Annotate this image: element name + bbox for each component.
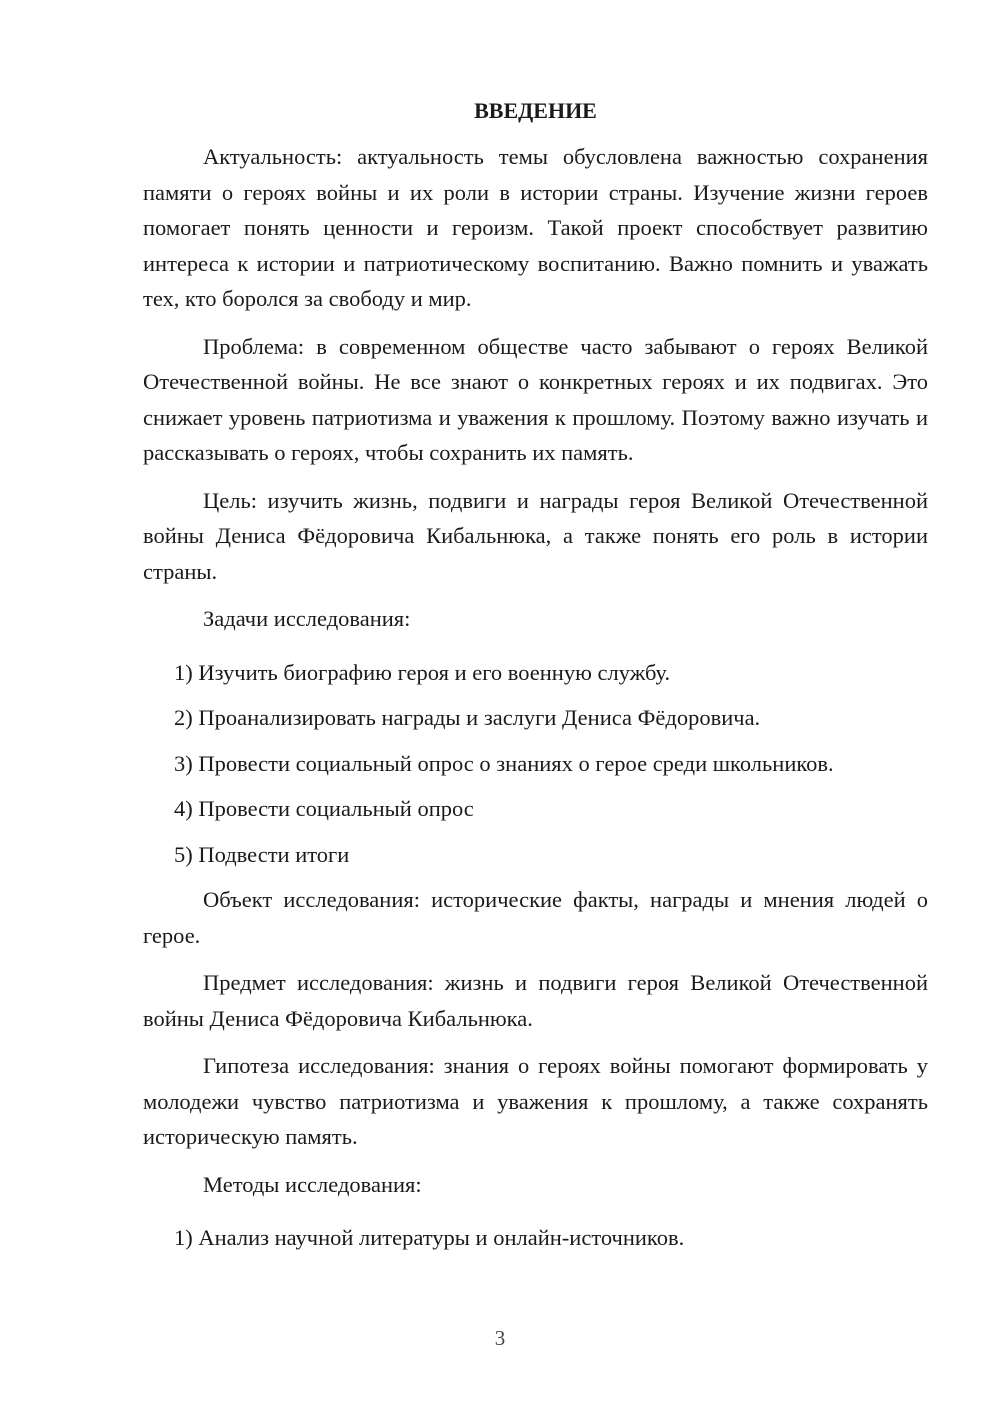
list-item: 3) Провести социальный опрос о знаниях о герое среди школьников. bbox=[174, 750, 834, 776]
list-item: 1) Изучить биографию героя и его военную службу. bbox=[174, 659, 671, 685]
paragraph-object: Объект исследования: исторические факты, награды и мнения людей о герое. bbox=[143, 887, 928, 948]
list-item: 4) Провести социальный опрос bbox=[174, 796, 474, 821]
section-heading: ВВЕДЕНИЕ bbox=[474, 98, 597, 123]
methods-title: Методы исследования: bbox=[203, 1171, 422, 1197]
paragraph-relevance: Актуальность: актуальность темы обусловлена важностью сохранения памяти о героях войны и их роли в истории страны. Изучение жизни героев помогает понять ценности и героизм. Такой проект способствует развитию интереса к истории и патриотическому воспитанию. Важно помнить и уважать тех, кто боролся за свободу и мир. bbox=[143, 144, 928, 311]
paragraph-goal: Цель: изучить жизнь, подвиги и награды героя Великой Отечественной войны Дениса Фёдоровича Кибальнюка, а также понять его роль в истории страны. bbox=[143, 487, 928, 584]
list-item: 5) Подвести итоги bbox=[174, 841, 350, 867]
paragraph-subject: Предмет исследования: жизнь и подвиги героя Великой Отечественной войны Дениса Фёдоровича Кибальнюка. bbox=[143, 970, 928, 1031]
methods-list bbox=[143, 1220, 928, 1256]
paragraph-hypothesis: Гипотеза исследования: знания о героях войны помогают формировать у молодежи чувство патриотизма и уважения к прошлому, а также сохранять историческую память. bbox=[143, 1053, 928, 1149]
tasks-title: Задачи исследования: bbox=[203, 606, 411, 631]
tasks-list bbox=[143, 655, 928, 873]
list-item: 1) Анализ научной литературы и онлайн-источников. bbox=[174, 1225, 685, 1250]
document-page bbox=[143, 95, 928, 1266]
list-item: 2) Проанализировать награды и заслуги Дениса Фёдоровича. bbox=[174, 705, 761, 730]
paragraph-problem: Проблема: в современном обществе часто забывают о героях Великой Отечественной войны. Не все знают о конкретных героях и их подвигах. Это снижает уровень патриотизма и уважения к прошлому. Поэтому важно изучать и рассказывать о героях, чтобы сохранить их память. bbox=[143, 333, 928, 465]
page-number: 3 bbox=[494, 1326, 506, 1350]
